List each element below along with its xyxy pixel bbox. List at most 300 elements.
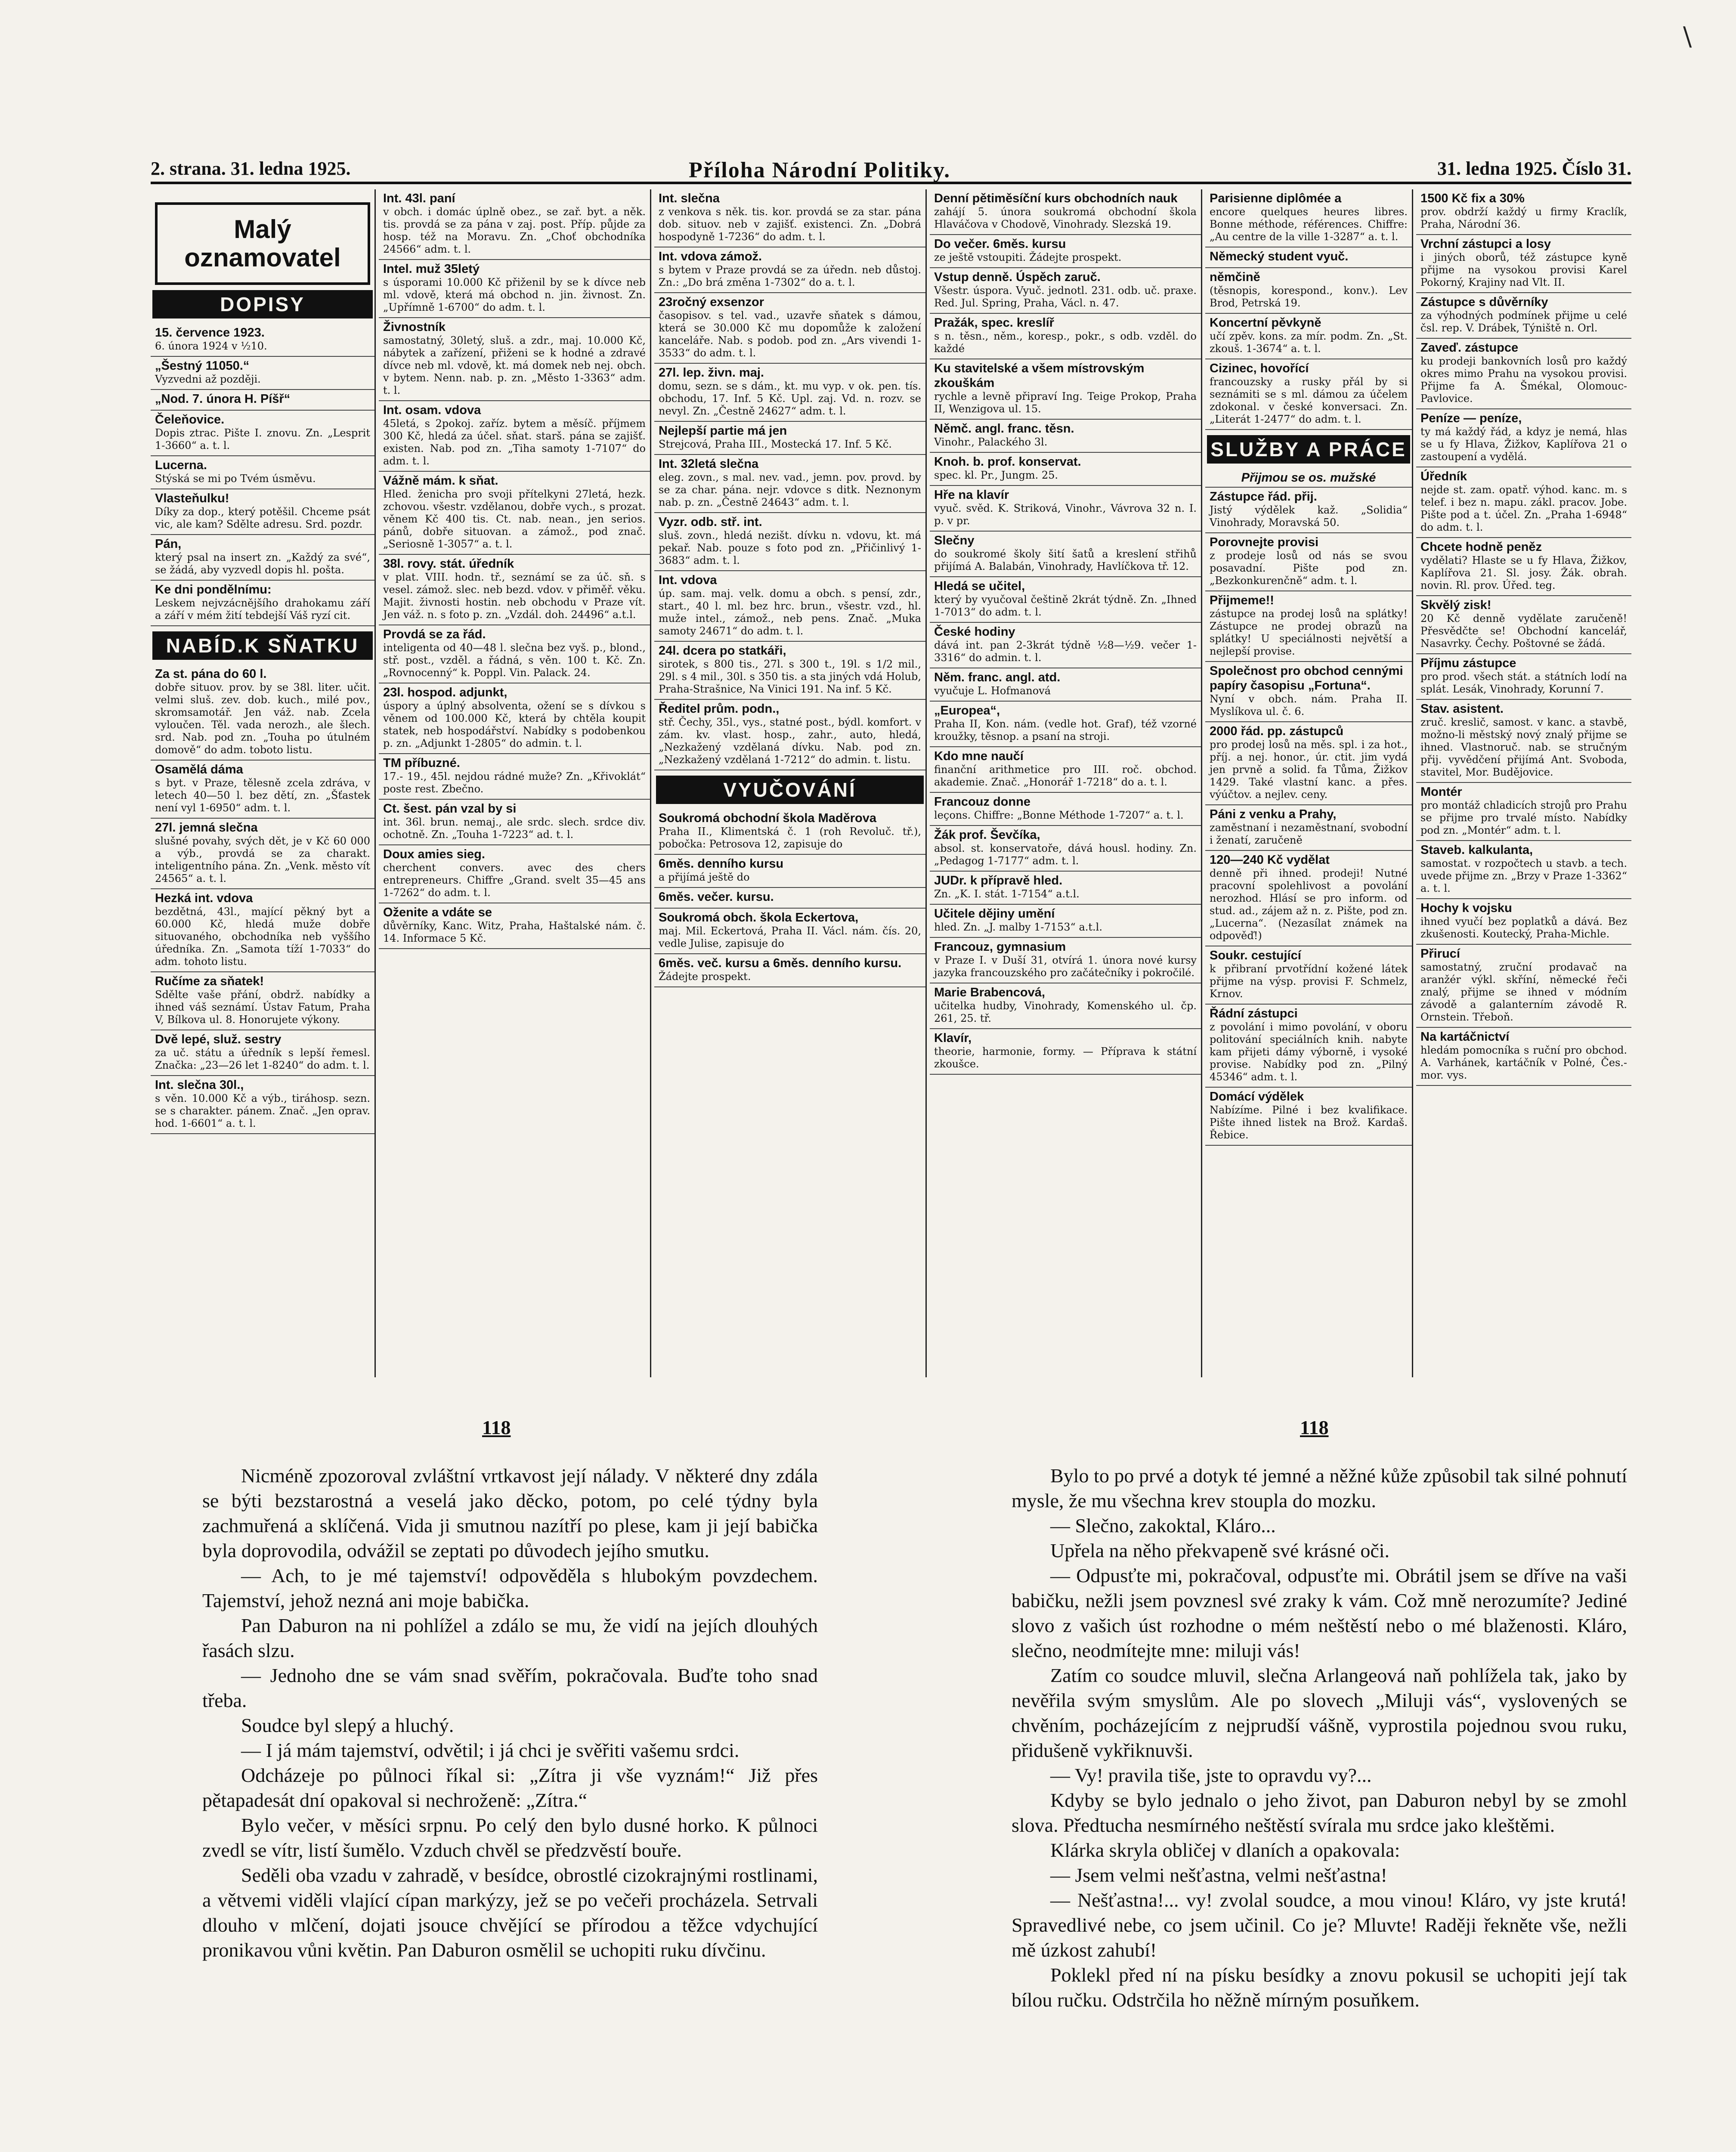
ads-vyucovani: [654, 809, 925, 987]
classified-ad: [1205, 805, 1412, 851]
ad-heading: Marie Brabencová,: [934, 986, 1045, 999]
ad-body: Nabízíme. Pilné i bez kvalifikace. Pište ihned listek na Brož. Kardaš. Řebice.: [1210, 1104, 1408, 1141]
ad-heading: Vstup denně. Úspěch zaruč.: [934, 270, 1101, 284]
story-paragraph: Klárka skryla obličej v dlaních a opakovala:: [1050, 1839, 1400, 1861]
ad-heading: Koncertní pěvkyně: [1210, 316, 1321, 330]
ad-heading: Int. vdova: [659, 573, 717, 587]
page-number-left: 118: [482, 1416, 511, 1438]
section-dopisy: DOPISY: [152, 290, 373, 318]
ad-heading: Ručíme za sňatek!: [155, 974, 264, 988]
ad-body: který by vyučoval češtině 2krát týdně. Zn. „Ihned 1-7013“ do adm. t. l.: [934, 594, 1197, 618]
classified-ad: [1416, 945, 1631, 1028]
story-paragraph: Zatím co soudce mluvil, slečna Arlangeová naň pohlížela tak, jako by nevěřila svým smyslům. Ale po slovech „Miluji vás“, vyslovených se chvěním, pocházejícím z nejprudší vášně, vyprostila pojednou svou ruku, přidušeně vykřiknuvši.: [1012, 1664, 1627, 1761]
classified-columns: [151, 189, 1631, 1377]
ad-heading: 23l. hospod. adjunkt,: [383, 686, 507, 699]
ads-column-2: [379, 189, 650, 949]
ads-column-6: [1416, 189, 1631, 1086]
classified-ad: [1205, 946, 1412, 1005]
ad-body: Žádejte prospekt.: [659, 971, 751, 983]
classified-ad: [930, 453, 1201, 486]
ad-body: hled. Zn. „J. malby 1-7153“ a.t.l.: [934, 921, 1102, 933]
ad-heading: Provdá se za řád.: [383, 628, 486, 641]
ad-heading: JUDr. k přípravě hled.: [934, 874, 1063, 887]
ad-body: spec. kl. Pr., Jungm. 25.: [934, 469, 1058, 481]
classified-ad: [151, 761, 374, 819]
ad-body: Díky za dop., který potěšil. Chceme psát vic, ale kam? Sdělte adresu. Srd. pozdr.: [155, 506, 370, 530]
ad-heading: Přijmeme!!: [1210, 594, 1274, 607]
ad-body: s byt. v Praze, tělesně zcela zdráva, v letech 40—50 l. bez dětí, zn. „Šťastek není vyl 1-6950“ adm. t. l.: [155, 777, 370, 814]
story-column-left: [202, 1463, 818, 1963]
ad-body: Zn. „K. I. stát. 1-7154“ a.t.l.: [934, 888, 1080, 900]
ads-snatky: [151, 665, 374, 1134]
ad-body: rychle a levně připraví Ing. Teige Prokop, Praha II, Wenzigova ul. 15.: [934, 390, 1197, 415]
ad-heading: Slečny: [934, 534, 975, 547]
ad-body: (těsnopis, korespond., konv.). Lev Brod, Petrská 19.: [1210, 284, 1408, 309]
ad-heading: Int. 32letá slečna: [659, 457, 759, 471]
ad-body: Strejcová, Praha III., Mostecká 17. Inf. 5 Kč.: [659, 438, 892, 450]
classified-ad: [654, 642, 925, 700]
masthead-line1: Malý: [234, 215, 291, 244]
classified-ad: [654, 422, 925, 455]
ad-heading: Int. 43l. paní: [383, 192, 455, 205]
classified-ad: [1205, 851, 1412, 946]
ad-heading: Ku stavitelské a všem místrovským zkouškám: [934, 362, 1145, 390]
ad-body: za uč. státu a úředník s lepší řemesl. Značka: „23—26 let 1-8240“ do adm. t. l.: [155, 1047, 370, 1071]
ad-body: z povolání i mimo povolání, v oboru politování speciálních knih. nabyte kam přijeti dámy výborně, i vysoké provise. Nabídky pod zn. „Pilný 45346“ adm. t. l.: [1210, 1021, 1408, 1083]
classified-ad: [1205, 268, 1412, 314]
classified-ad: [1416, 1028, 1631, 1086]
story-paragraph: Poklekl před ní na písku besídky a znovu pokusil se uchopiti její tak bílou ručku. Odstrčila ho něžně mírným posuňkem.: [1012, 1964, 1627, 2011]
ad-body: který psal na insert zn. „Každý za své“, se žádá, aby vyzvedl dopis hl. pošta.: [155, 551, 370, 576]
ad-heading: Montér: [1420, 785, 1462, 799]
ad-body: zruč. kreslič, samost. v kanc. a stavbě, možno-li městský nový znalý přijme se ihned. Vlastnoruč. nab. se stručným přij. vyvědčení přijímá Ant. Svoboda, stavitel, Mor. Budějovice.: [1420, 716, 1627, 778]
ad-heading: Za st. pána do 60 l.: [155, 667, 267, 681]
ad-body: Praha II, Kon. nám. (vedle hot. Graf), též vzorné kroužky, těsnop. a psaní na stroji.: [934, 718, 1197, 742]
ad-heading: Domácí výdělek: [1210, 1090, 1304, 1104]
classified-ad: [151, 1030, 374, 1076]
classified-ad: [1205, 1005, 1412, 1088]
ad-body: ku prodeji bankovních losů pro každý okres mimo Prahu na vysokou provisi. Přijme fa A. Šmékal, Olomouc-Pavlovice.: [1420, 355, 1627, 405]
ad-heading: Chcete hodně peněz: [1420, 540, 1542, 554]
ad-heading: Peníze — peníze,: [1420, 411, 1522, 425]
classified-ad: [1205, 488, 1412, 533]
story-paragraph: — I já mám tajemství, odvětil; i já chci je svěřiti vašemu srdci.: [241, 1739, 740, 1761]
classified-ad: [1416, 339, 1631, 409]
ad-heading: Hezká int. vdova: [155, 891, 253, 905]
ads-column-4: [930, 189, 1201, 1075]
ad-heading: Staveb. kalkulanta,: [1420, 843, 1533, 857]
ad-body: zaměstnaní i nezaměstnaní, svobodní i ženatí, zaručeně: [1210, 822, 1408, 846]
ad-body: domu, sezn. se s dám., kt. mu vyp. v ok. pen. tís. obchodu, 17. Inf. 5 Kč. Upl. zaj. Vd. n. rozv. se nevyl. Zn. „Čestně 24627“ adm. t. l.: [659, 380, 921, 417]
ad-body: úp. sam. maj. velk. domu a obch. s pensí, zdr., start., 40 l. ml. bez hrc. brun., všestr. vzd., hl. muže intel., zámož., neb pens. Znač. „Muka samoty 24671“ do adm. t. l.: [659, 587, 921, 637]
ad-heading: Kdo mne naučí: [934, 749, 1024, 763]
ad-heading: Int. slečna 30l.,: [155, 1078, 244, 1092]
ad-heading: Zaveď. zástupce: [1420, 341, 1519, 355]
ad-heading: Francouz donne: [934, 795, 1030, 809]
ad-heading: Francouz, gymnasium: [934, 940, 1066, 954]
ad-heading: Klavír,: [934, 1031, 972, 1045]
ad-heading: Němč. angl. franc. těsn.: [934, 422, 1074, 436]
ad-body: cherchent convers. avec des chers entrepreneurs. Chiffre „Grand. svelt 35—45 ans 1-7262“ do adm. t. l.: [383, 862, 646, 899]
ad-body: slušné povahy, svých dět, je v Kč 60 000 a výb., provdá se za charakt. inteligentního pána. Zn. „Venk. město vít 24565“ a. t. l.: [155, 835, 370, 884]
ad-heading: Soukr. cestující: [1210, 949, 1301, 962]
classified-ad: [1416, 409, 1631, 467]
classified-ad: [379, 472, 650, 555]
ad-heading: Na kartáčnictví: [1420, 1030, 1510, 1044]
classified-ad: [930, 793, 1201, 826]
ad-body: v obch. i domác úplně obez., se zař. byt. a něk. tis. provdá se za pána v zaj. post. Příp. půjde za hosp. též na Moravu. Zn. „Choť obchodníka 24566“ adm. t. l.: [383, 206, 646, 255]
ad-body: Sdělte vaše přání, obdrž. nabídky a ihned váš seznámí. Ústav Fatum, Praha V, Bílkova ul. 8. Honorujete výkony.: [155, 989, 370, 1026]
ad-body: učí zpěv. kons. za mír. podm. Zn. „St. zkouš. 1-3674“ a. t. l.: [1210, 330, 1408, 355]
ad-heading: 120—240 Kč vydělat: [1210, 853, 1330, 867]
ad-body: stř. Čechy, 35l., vys., statné post., býdl. komfort. v zám. kv. vlast. hosp., zahr., auto, hledá, „Nezkažený vzdělaná dívku. Nab. pod zn. „Nezkažený vzdělaná 1-7212“ do admin. t. listu.: [659, 716, 921, 766]
ad-body: Leskem nejvzácnějšího drahokamu září a září v mém žití tebdejší Váš ryzí cit.: [155, 597, 370, 621]
ad-body: za výhodných podmínek přijme u celé čsl. rep. V. Drábek, Týniště n. Orl.: [1420, 309, 1627, 334]
classified-ad: [654, 954, 925, 987]
ad-body: pro prodej losů na měs. spl. i za hot., příj. a nej. honor., úr. ctit. jim vydá jen prvně a solid. fa Tůma, Žižkov 1429. Také vlastní kanc. a přes. výúčtov. a nejlev. ceny.: [1210, 739, 1408, 801]
ad-body: Praha II., Klimentská č. 1 (roh Revoluč. tř.), pobočka: Petrosova 12, zapisuje do: [659, 826, 921, 850]
ad-body: ty má každý řád, a kdyz je nemá, hlas se u fy Hlava, Žižkov, Kaplířova 21 o zastoupení a vydělá.: [1420, 426, 1627, 463]
story-paragraph: Seděli oba vzadu v zahradě, v besídce, obrostlé cizokrajnými rostlinami, a větvemi viděli vlající cípan markýzy, jež se po večeři procházela. Setrvali dlouho v mlčení, dojati jsouce chvějící se přírodou a těžce vdychující pronikavou vůni květin. Pan Daburon osmělil se uchopiti ruku dívčinu.: [202, 1864, 818, 1961]
classified-ad: [151, 889, 374, 972]
ad-body: denně při ihned. prodeji! Nutné pracovní spolehlivost a povolání nerozhod. Hlásí se pro inform. od stud. ad., zájem až n. z. Pište, pod zn. „Lucerna“. (Nezasílat známek na odpověď!): [1210, 867, 1408, 942]
ads-sluzby: [1205, 488, 1412, 1146]
classified-ad: [930, 359, 1201, 420]
ad-body: pro montáž chladicích strojů pro Prahu se přijme pro trvalé místo. Nabídky pod zn. „Montér“ adm. t. l.: [1420, 799, 1627, 836]
classified-ad: [654, 364, 925, 422]
classified-ad: [930, 826, 1201, 872]
ad-body: časopisov. s tel. vad., uzavře sňatek s dámou, která se 30.000 Kč mu dopomůže k založení kanceláře. Nab. s podob. pod zn. „Ars vivendi 1-3533“ do adm. t. l.: [659, 309, 921, 359]
ad-body: 45letá, s 2pokoj. zaříz. bytem a měsíč. příjmem 300 Kč, hledá za účel. sňat. starš. pána se zajišť. existen. Nab. pod zn. „Tiha samoty 1-7107“ do adm. t. l.: [383, 417, 646, 467]
classified-ad: [930, 702, 1201, 747]
column-5: [1205, 189, 1413, 1377]
ad-heading: Int. slečna: [659, 192, 720, 205]
page-number-right: 118: [1300, 1416, 1329, 1438]
ad-body: důvěrníky, Kanc. Witz, Praha, Haštalské nám. č. 14. Informace 5 Kč.: [383, 920, 646, 944]
ad-heading: Skvělý zisk!: [1420, 598, 1492, 612]
ad-heading: Nejlepší partie má jen: [659, 424, 787, 438]
ad-body: s n. těsn., něm., koresp., pokr., s odb. vzděl. do každé: [934, 330, 1197, 355]
ad-body: Hled. ženicha pro svoji přítelkyni 27letá, hezk. zchovou. všestr. vzdělanou, dobře vych., s prozat. věnem Kč 400 tis. Ct. nab. nean., jen serios. pánů, dobře situovan. a zámož., pod znač. „Seriosně 1-3057“ a. t. l.: [383, 488, 646, 550]
classified-ad: [379, 754, 650, 800]
ad-body: samostatný, 30letý, sluš. a zdr., maj. 10.000 Kč, nábytek a zařízení, přiženi se k hodné a zdravé dívce neb ml. vdově, kt. má domek neb nej. obch. v bytem. Nenn. nab. p. zn. „Město 1-3363“ adm. t. l.: [383, 334, 646, 396]
classified-ad: [379, 903, 650, 949]
classified-ad: [151, 411, 374, 456]
classified-ad: [151, 456, 374, 489]
ad-heading: Int. osam. vdova: [383, 403, 481, 417]
classified-ad: [930, 420, 1201, 453]
ad-body: francouzsky a rusky přál by si seznámiti se s ml. dámou za účelem zdokonal. v české konversaci. Zn. „Literát 1-2477“ do adm. t. l.: [1210, 376, 1408, 425]
classified-ad: [654, 189, 925, 247]
ad-body: absol. st. konservatoře, dává housl. hodiny. Zn. „Pedagog 1-7177“ adm. t. l.: [934, 842, 1197, 867]
ad-heading: Pražák, spec. kreslíř: [934, 316, 1054, 330]
ad-body: z venkova s něk. tis. kor. provdá se za star. pána dob. situov. neb v zajišť. existenci. Zn. „Dobrá hospodyně 1-7236“ do adm. t. l.: [659, 206, 921, 243]
story-paragraph: — Vy! pravila tiše, jste to opravdu vy?...: [1050, 1764, 1372, 1786]
masthead: [155, 202, 370, 285]
ad-heading: Hře na klavír: [934, 488, 1009, 502]
ad-heading: Stav. asistent.: [1420, 702, 1504, 716]
classified-ad: [654, 571, 925, 642]
classified-ad: [1416, 189, 1631, 235]
ad-body: v Praze I. v Duší 31, otvírá 1. února nové kursy jazyka francouzského pro začátečníky i pokročilé.: [934, 954, 1197, 979]
ad-body: vyučuje L. Hofmanová: [934, 685, 1051, 697]
classified-ad: [151, 665, 374, 761]
story-paragraph: Upřela na něho překvapeně své krásné oči.: [1050, 1540, 1390, 1561]
story-paragraph: Pan Daburon na ni pohlížel a zdálo se mu, že vidí na jejích dlouhých řasách slzu.: [202, 1614, 818, 1661]
story-paragraph: — Ach, to je mé tajemství! odpověděla s hlubokým povzdechem. Tajemství, jehož nezná ani moje babička.: [202, 1565, 818, 1611]
ad-heading: Vážně mám. k sňat.: [383, 474, 498, 488]
classified-ad: [1416, 700, 1631, 783]
classified-ad: [379, 189, 650, 260]
story-paragraph: — Jednoho dne se vám snad svěřím, pokračovala. Buďte toho snad třeba.: [202, 1664, 818, 1711]
ad-body: Vyzvedni až později.: [155, 373, 261, 385]
ad-heading: „Šestný 11050.“: [155, 359, 250, 373]
ads-dopisy: [151, 324, 374, 626]
classified-ad: [930, 189, 1201, 235]
ad-heading: 6měs. večer. kursu.: [659, 890, 774, 904]
ad-heading: „Nod. 7. února H. Píšř“: [155, 392, 291, 406]
ad-heading: Řádní zástupci: [1210, 1007, 1298, 1020]
ad-heading: Knoh. b. prof. konservat.: [934, 455, 1081, 469]
classified-ad: [1205, 1088, 1412, 1146]
ad-body: Vinohr., Palackého 3l.: [934, 436, 1048, 448]
story-paragraph: Kdyby se bylo jednalo o jeho život, pan Daburon nebyl by se zmohl slova. Předtucha nesmírného neštěstí svírala mu srdce jako kleštěmi.: [1012, 1789, 1627, 1836]
story-paragraph: — Jsem velmi nešťastna, velmi nešťastna!: [1050, 1864, 1387, 1886]
classified-ad: [1416, 467, 1631, 538]
ad-heading: Hochy k vojsku: [1420, 901, 1512, 915]
ad-body: int. 36l. brun. nemaj., ale srdc. slech. srdce div. ochotně. Zn. „Touha 1-7223“ ad. t. l.: [383, 816, 646, 841]
classified-ad: [1416, 654, 1631, 700]
ad-heading: Žák prof. Ševčíka,: [934, 828, 1040, 842]
ad-body: samostat. v rozpočtech u stavb. a tech. uvede přijme zn. „Brzy v Praze 1-3362“ a. t. l.: [1420, 857, 1628, 894]
ad-heading: Soukromá obch. škola Eckertova,: [659, 911, 859, 924]
ad-heading: 1500 Kč fix a 30%: [1420, 192, 1525, 205]
classified-ad: [930, 905, 1201, 938]
classified-ad: [1205, 359, 1412, 430]
ad-body: sluš. zovn., hledá nezišt. dívku n. vdovu, kt. má pekař. Nab. pouze s foto pod zn. „Přičinlivý 1-3683“ adm. t. l.: [659, 529, 921, 566]
classified-ad: [379, 800, 650, 845]
ad-heading: Intel. muž 35letý: [383, 262, 480, 276]
classified-ad: [1416, 841, 1631, 899]
ad-heading: Denní pětiměsíční kurs obchodních nauk: [934, 192, 1178, 205]
classified-ad: [151, 972, 374, 1030]
ad-heading: 6měs. denního kursu: [659, 857, 784, 871]
ad-body: vydělati? Hlaste se u fy Hlava, Žižkov, Kaplířova 21. Sl. josy. Žák. obrah. novin. Rl. prov. Úřed. teg.: [1420, 554, 1627, 591]
ad-heading: Učitele dějiny umění: [934, 907, 1055, 921]
classified-ad: [1416, 899, 1631, 945]
classified-ad: [930, 486, 1201, 532]
ad-body: leçons. Chiffre: „Bonne Méthode 1-7207“ a. t. l.: [934, 809, 1184, 821]
classified-ad: [930, 268, 1201, 314]
ad-body: pro prod. všech stát. a státních lodí na splát. Lesák, Vinohrady, Korunní 7.: [1420, 671, 1627, 695]
ad-heading: Pán,: [155, 537, 182, 551]
classified-ad: [1205, 189, 1412, 247]
ad-heading: Společnost pro obchod cennými papíry časopisu „Fortuna“.: [1210, 664, 1403, 693]
column-2: [379, 189, 651, 1377]
ad-heading: Soukromá obchodní škola Maděrova: [659, 811, 876, 825]
scan-mark: \: [1683, 22, 1692, 52]
ad-heading: Parisienne diplômée a: [1210, 192, 1342, 205]
ad-body: k přibraní prvotřídní kožené látek přijme na výsp. provisi F. Schmelz, Krnov.: [1210, 963, 1408, 1000]
ad-heading: Živnostník: [383, 320, 446, 334]
ad-heading: Lucerna.: [155, 458, 207, 472]
classified-ad: [1416, 293, 1631, 339]
ad-heading: Přirucí: [1420, 947, 1460, 961]
ad-heading: 23ročný exsenzor: [659, 295, 764, 309]
classified-ad: [930, 668, 1201, 702]
ad-body: vyuč. svěd. K. Striková, Vinohr., Vávrova 32 n. I. p. v pr.: [934, 502, 1197, 527]
classified-ad: [379, 318, 650, 401]
classified-ad: [654, 293, 925, 364]
ad-heading: Porovnejte provisi: [1210, 535, 1319, 549]
header-date-right: 31. ledna 1925. Číslo 31.: [1437, 158, 1631, 179]
ad-heading: „Europea“,: [934, 704, 1000, 717]
column-4: [930, 189, 1202, 1377]
ad-heading: 2000 řád. pp. zástupců: [1210, 724, 1344, 738]
ad-body: Nyní v obch. nám. Praha II. Myslíkova ul. č. 6.: [1210, 693, 1408, 717]
story-paragraph: Soudce byl slepý a hluchý.: [241, 1714, 454, 1736]
ad-body: zahájí 5. února soukromá obchodní škola Hlaváčova v Chodově, Vinohrady. Slezská 19.: [934, 206, 1197, 230]
story-paragraph: Nicméně zpozoroval zvláštní vrtkavost její nálady. V některé dny zdála se býti bezstarostná a veselá jako děcko, potom, po celé týdny byla zachmuřená a sklíčená. Vida ji smutnou nazítří po plese, kam ji její babička byla doprovodila, odvážil se zeptati po důvodech jejího smutku.: [202, 1465, 818, 1561]
classified-ad: [654, 513, 925, 571]
ad-heading: Zástupce s důvěrníky: [1420, 295, 1548, 309]
ad-body: Dopis ztrac. Pište I. znovu. Zn. „Lesprit 1-3660“ a. t. l.: [155, 427, 370, 451]
section-nabidka-snatku: NABÍD.K SŇATKU: [152, 631, 373, 660]
story-paragraph: — Slečno, zakoktal, Kláro...: [1050, 1515, 1276, 1537]
ad-heading: Vyzr. odb. stř. int.: [659, 515, 762, 529]
ad-body: inteligenta od 40—48 l. slečna bez vyš. p., blond., stř. post., vzděl. a řádná, s věn. 100 t. Kč. Zn. „Rovnocenný“ k. Poppl. Vin. Palack. 24.: [383, 642, 646, 679]
ad-body: zástupce na prodej losů na splátky! Zástupce ne prodej obrazů na splátky! U speciálnosti největší a nejlepší provise.: [1210, 608, 1408, 657]
ad-heading: 27l. lep. živn. maj.: [659, 366, 764, 380]
ad-body: sirotek, s 800 tis., 27l. s 300 t., 19l. s 1/2 mil., 29l. s 4 mil., 30l. s 350 tis. a sta jiných vdá Holub, Praha-Strašnice, Na Vinici 191. Na inf. 5 Kč.: [659, 658, 921, 695]
ad-heading: Čeleňovice.: [155, 413, 225, 427]
ad-body: dobře situov. prov. by se 38l. liter. učit. velmi sluš. zev. dob. kuch., milé pov., skromsamotář. Jen váž. nab. Zcela vyloučen. Těl. vada nerozh., ale šlech. srd. Nab. pod zn. „Touha po útulném domově“ do adm. toboto listu.: [155, 681, 370, 756]
ad-heading: Ke dni pondělnímu:: [155, 583, 272, 597]
ad-body: do soukromé školy šití šatů a kreslení střihů přijímá A. Balabán, Vinohrady, Havlíčkova tř. 12.: [934, 548, 1197, 572]
section-vyucovani: VYUČOVÁNÍ: [656, 776, 924, 804]
ads-column-3: [654, 189, 925, 770]
classified-ad: [930, 747, 1201, 793]
story-paragraph: Bylo večer, v měsíci srpnu. Po celý den bylo dusné horko. K půlnoci zvedl se vítr, listí šumělo. Vzduch chvěl se předzvěstí bouře.: [202, 1814, 818, 1861]
classified-ad: [151, 819, 374, 889]
story-paragraph: — Odpusťte mi, pokračoval, odpusťte mi. Obrátil jsem se dříve na vaši babičku, nežli jsem povznesl své zraky k vám. Což mně nerozumíte? Jediné slovo z vašich úst rozhodne o mém neštěstí nebo o mé blaženosti. Kláro, slečno, neodmítejte mne: miluji vás!: [1012, 1565, 1627, 1661]
ad-heading: České hodiny: [934, 625, 1015, 639]
ad-body: finanční arithmetice pro III. roč. obchod. akademie. Znač. „Honorář 1-7218“ do a. t. l.: [934, 764, 1197, 788]
classified-ad: [930, 872, 1201, 905]
classified-ad: [930, 314, 1201, 359]
column-1: [151, 189, 376, 1377]
story-column-right: [1012, 1463, 1627, 2013]
ad-body: maj. Mil. Eckertová, Praha II. Václ. nám. čís. 20, vedle Julise, zapisuje do: [659, 925, 921, 949]
classified-ad: [930, 623, 1201, 668]
classified-ad: [930, 235, 1201, 268]
classified-ad: [379, 625, 650, 683]
ad-body: s úsporami 10.000 Kč přiženil by se k dívce neb ml. vdově, která má obchod n. jin. živnost. Zn. „Upřímně 1-6700“ do adm. t. l.: [383, 276, 646, 313]
ad-body: nejde st. zam. opatř. výhod. kanc. m. s telef. i bez n. mapu. zákl. pracov. Jobe. Pište pod a t. účel. Zn. „Praha 1-6948“ do adm. t. l.: [1420, 484, 1627, 533]
ad-heading: Ředitel prům. podn.,: [659, 702, 780, 716]
ad-body: prov. obdrží každý u firmy Kraclík, Praha, Národní 36.: [1420, 206, 1627, 230]
classified-ad: [654, 888, 925, 909]
classified-ad: [654, 247, 925, 293]
ad-body: Všestr. úspora. Vyuč. jednotl. 231. odb. uč. praxe. Red. Jul. Spring, Praha, Václ. n. 47.: [934, 284, 1197, 309]
classified-ad: [379, 555, 650, 625]
classified-ad: [654, 855, 925, 888]
column-3: [654, 189, 927, 1377]
ad-body: Stýská se mi po Tvém úsměvu.: [155, 473, 316, 485]
classified-ad: [151, 581, 374, 626]
classified-ad: [379, 260, 650, 318]
ad-body: 6. února 1924 v ½10.: [155, 340, 267, 352]
classified-ad: [930, 938, 1201, 983]
ad-body: hledám pomocníka s ruční pro obchod. A. Varhánek, kartáčník v Polné, Čes.-mor. vys.: [1420, 1044, 1627, 1081]
ad-body: encore quelques heures libres. Bonne méthode, références. Chiffre: „Au centre de la ville 1-3287“ a. t. l.: [1210, 206, 1408, 243]
ad-body: 17.- 19., 45l. nejdou rádné muže? Zn. „Křivoklát“ poste rest. Zbečno.: [383, 770, 646, 795]
ad-body: dává int. pan 2-3krát týdně ½8—½9. večer 1-3316“ do admin. t. l.: [934, 639, 1197, 664]
classified-ad: [930, 532, 1201, 577]
ad-heading: Osamělá dáma: [155, 763, 243, 776]
ad-body: bezdětná, 43l., mající pěkný byt a 60.000 Kč, hledá muže dobře situovaného, obchodníka neb vyššího úředníka. Zn. „Samota tíží 1-7033“ do adm. tohoto listu.: [155, 906, 370, 968]
ad-heading: Příjmu zástupce: [1420, 656, 1516, 670]
header-date-left: 2. strana. 31. ledna 1925.: [151, 158, 351, 179]
header-title: Příloha Národní Politiky.: [689, 158, 951, 182]
classified-ad: [1205, 722, 1412, 805]
ad-heading: Do večer. 6měs. kursu: [934, 237, 1066, 251]
classified-ad: [654, 909, 925, 954]
story-paragraph: Bylo to po prvé a dotyk té jemné a něžné kůže způsobil tak silné pohnutí mysle, že mu všechna krev stoupla do mozku.: [1012, 1465, 1627, 1512]
ad-heading: Vlasteňulku!: [155, 492, 229, 505]
classified-ad: [1205, 662, 1412, 722]
classified-ad: [151, 1076, 374, 1134]
classified-ad: [1416, 596, 1631, 654]
ad-body: z prodeje losů od nás se svou posavadní. Pište pod zn. „Bezkonkurenčně“ adm. t. l.: [1210, 550, 1408, 587]
ad-body: samostatný, zruční prodavač na aranžér výkl. skříní, německé řeči znalý, přijme se ihned v módním závodě a galanterním závodě R. Ornstein. Třeboň.: [1420, 961, 1627, 1023]
classified-ad: [1416, 235, 1631, 293]
classified-ad: [930, 1029, 1201, 1075]
classified-ad: [151, 357, 374, 390]
ad-heading: 27l. jemná slečna: [155, 821, 258, 835]
ad-heading: Vrchní zástupci a losy: [1420, 237, 1551, 251]
ad-body: s věn. 10.000 Kč a výb., tiráhosp. sezn. se s charakter. pánem. Znač. „Jen oprav. hod. 1-6601“ a. t. l.: [155, 1092, 370, 1129]
classified-ad: [654, 809, 925, 855]
classified-ad: [1416, 783, 1631, 841]
ad-heading: Cizinec, hovořící: [1210, 362, 1309, 375]
classified-ad: [151, 535, 374, 581]
ad-body: úspory a úplný absolventa, ožení se s dívkou s věnem od 100.000 Kč, která by chtěla koupit statek, neb hospodářství. Nabídky s podobenkou p. zn. „Adjunkt 1-2805“ do admin. t. l.: [383, 700, 646, 749]
masthead-line2: oznamovatel: [184, 243, 341, 272]
ad-body: s bytem v Praze provdá se za úředn. neb důstoj. Zn.: „Do brá změna 1-7302“ do a. t. l.: [659, 264, 921, 288]
ad-body: učitelka hudby, Vinohrady, Komenského ul. čp. 261, 25. tř.: [934, 1000, 1197, 1024]
classified-ad: [379, 845, 650, 903]
ad-heading: 6měs. več. kursu a 6měs. denního kursu.: [659, 956, 902, 970]
classified-ad: [151, 324, 374, 357]
ad-body: theorie, harmonie, formy. — Příprava k státní zkoušce.: [934, 1045, 1197, 1070]
classified-ad: [151, 489, 374, 535]
classified-ad: [930, 983, 1201, 1029]
classified-ad: [379, 401, 650, 472]
classified-ad: [654, 455, 925, 513]
ad-body: v plat. VIII. hodn. tř., seznámí se za úč. sň. s vesel. zámož. slec. neb bezd. vdov. v přiměř. věku. Majit. živnosti hostin. neb obchodu v Praze vít. Jen váž. n. s foto p. zn. „Vzdál. doh. 24496“ a.t.l.: [383, 571, 646, 621]
ad-heading: Německý student vyuč.: [1210, 250, 1349, 263]
classified-ad: [1205, 533, 1412, 591]
classified-ad: [151, 390, 374, 411]
section-sluzby-a-prace: SLUŽBY A PRÁCE: [1207, 435, 1410, 464]
ad-body: eleg. zovn., s mal. nev. vad., jemn. pov. provd. by se za char. pána. nejr. vdovce s ditk. Neznonym nab. p. zn. „Čestně 24643“ adm. t. l.: [659, 471, 921, 508]
ad-heading: 24l. dcera po statkáři,: [659, 644, 786, 658]
story-paragraph: — Nešťastna!... vy! zvolal soudce, a mou vinou! Kláro, vy jste krutá! Spravedlivé nebe, co jsem učinil. Co je? Mluvte! Raději řekněte vše, nežli mě úzkost zahubí!: [1012, 1889, 1627, 1961]
classified-ad: [930, 577, 1201, 623]
ad-heading: Hledá se učitel,: [934, 579, 1025, 593]
ad-heading: TM příbuzné.: [383, 756, 460, 770]
